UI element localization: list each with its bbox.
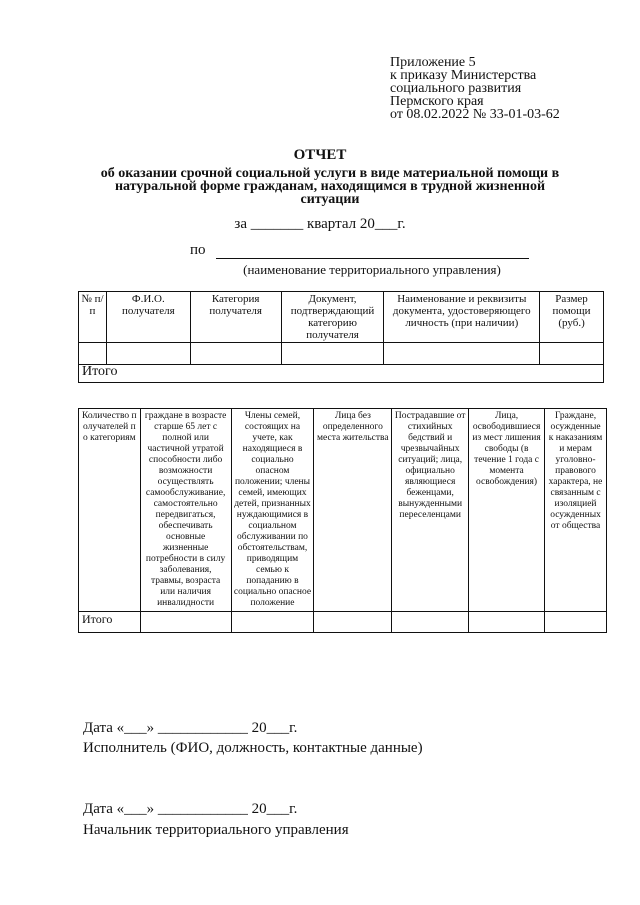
recipients-total-row bbox=[79, 365, 604, 383]
po-label: по bbox=[190, 242, 206, 258]
executor-label: Исполнитель (ФИО, должность, контактные данные) bbox=[83, 740, 423, 756]
table-cell[interactable] bbox=[540, 343, 604, 365]
table-cell[interactable] bbox=[545, 612, 607, 633]
total-label: Итого bbox=[79, 365, 604, 383]
table-cell[interactable] bbox=[281, 343, 384, 365]
report-period-field[interactable]: за _______ квартал 20___г. bbox=[234, 216, 406, 232]
total-label: Итого bbox=[79, 612, 141, 633]
table-cell[interactable] bbox=[140, 612, 231, 633]
appendix-line-5: от 08.02.2022 № 33-01-03-62 bbox=[390, 107, 560, 122]
table-cell[interactable] bbox=[469, 612, 545, 633]
recipients-table bbox=[78, 291, 604, 383]
head-date-field[interactable]: Дата «___» ____________ 20___г. bbox=[83, 801, 298, 817]
table-cell[interactable] bbox=[392, 612, 469, 633]
report-title: ОТЧЕТ bbox=[293, 147, 347, 163]
table-cell[interactable] bbox=[106, 343, 190, 365]
col-families-at-risk: Члены семей, состоящих на учете, как находящиеся в социально опасном положении; члены семей, имеющих детей, признанных нуждающимися в социальном обслуживании по обстоятельствам, приводящим семью к попаданию в социально опасное положение bbox=[231, 409, 314, 612]
territorial-office-field[interactable] bbox=[216, 258, 529, 259]
col-convicted-non-custodial: Граждане, осужденные к наказаниям и мерам уголовно-правового характера, не связанным с изоляцией осужденных от общества bbox=[545, 409, 607, 612]
col-category: Категория получателя bbox=[190, 292, 281, 343]
report-subtitle: об оказании срочной социальной услуги в виде материальной помощи в натуральной форме гражданам, находящимся в трудной жизненной ситуации bbox=[100, 166, 560, 207]
col-recipients-by-category: Количество получателей по категориям bbox=[79, 409, 141, 612]
table-cell[interactable] bbox=[190, 343, 281, 365]
col-homeless: Лица без определенного места жительства bbox=[314, 409, 392, 612]
category-counts-table bbox=[78, 408, 607, 633]
appendix-line-4: Пермского края bbox=[390, 94, 484, 109]
head-label: Начальник территориального управления bbox=[83, 822, 349, 838]
appendix-line-3: социального развития bbox=[390, 81, 522, 96]
table-cell[interactable] bbox=[231, 612, 314, 633]
table-cell[interactable] bbox=[314, 612, 392, 633]
category-total-row bbox=[79, 612, 607, 633]
col-number: № п/п bbox=[79, 292, 107, 343]
appendix-line-1: Приложение 5 bbox=[390, 55, 476, 70]
col-disaster-refugees: Пострадавшие от стихийных бедствий и чрезвычайных ситуаций; лица, официально являющиеся беженцами, вынужденными переселенцами bbox=[392, 409, 469, 612]
col-full-name: Ф.И.О. получателя bbox=[106, 292, 190, 343]
col-category-document: Документ, подтверждающий категорию получателя bbox=[281, 292, 384, 343]
table-cell[interactable] bbox=[384, 343, 540, 365]
col-elderly-disabled: граждане в возрасте старше 65 лет с полной или частичной утратой способности либо возможности осуществлять самообслуживание, самостоятельно передвигаться, обеспечивать основные жизненные потребности в силу заболевания, травмы, возраста или наличия инвалидности bbox=[140, 409, 231, 612]
appendix-block bbox=[390, 56, 560, 121]
col-aid-amount: Размер помощи (руб.) bbox=[540, 292, 604, 343]
recipients-header-row bbox=[79, 292, 604, 343]
table-row bbox=[79, 343, 604, 365]
territorial-office-caption: (наименование территориального управления) bbox=[243, 262, 501, 277]
category-header-row bbox=[79, 409, 607, 612]
executor-date-field[interactable]: Дата «___» ____________ 20___г. bbox=[83, 720, 298, 736]
col-released-prisoners: Лица, освободившиеся из мест лишения свободы (в течение 1 года с момента освобождения) bbox=[469, 409, 545, 612]
col-identity-document: Наименование и реквизиты документа, удостоверяющего личность (при наличии) bbox=[384, 292, 540, 343]
table-cell[interactable] bbox=[79, 343, 107, 365]
appendix-line-2: к приказу Министерства bbox=[390, 68, 537, 83]
